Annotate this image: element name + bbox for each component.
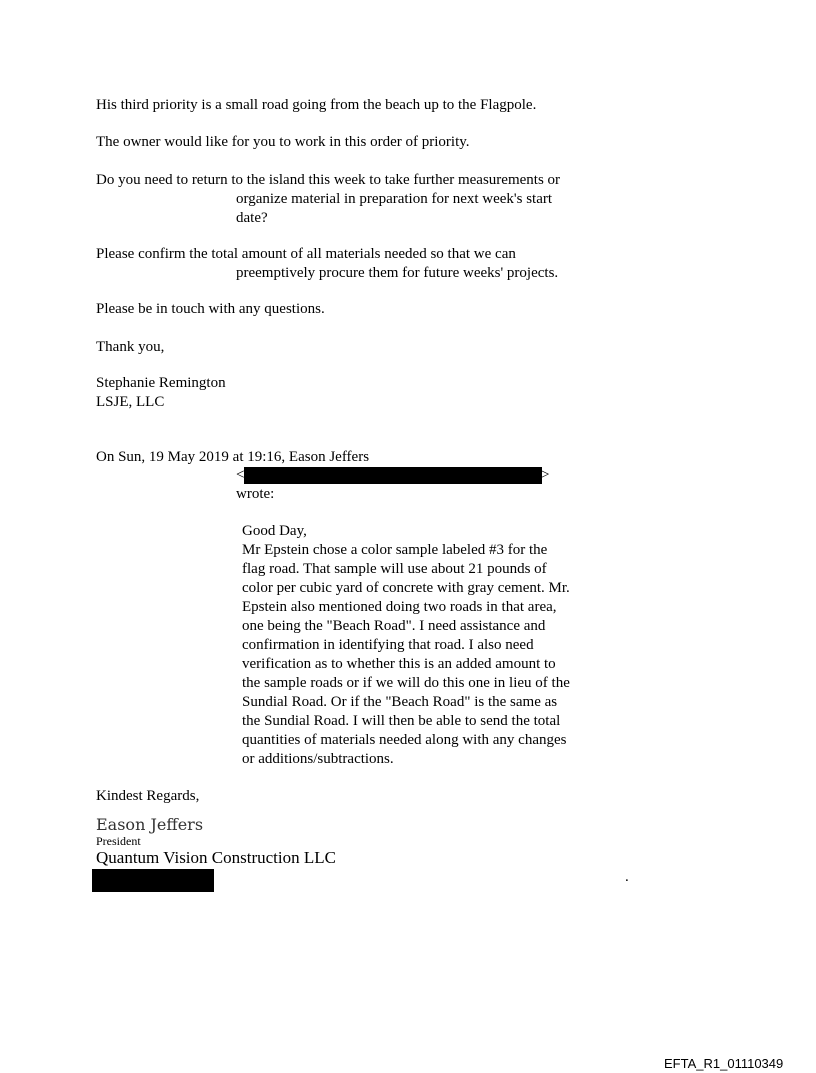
sender-name: Stephanie Remington — [96, 375, 226, 391]
quoted-body-line: flag road. That sample will use about 21 pounds of — [242, 561, 547, 577]
priority-line: His third priority is a small road going from the beach up to the Flagpole. — [96, 97, 537, 113]
question-line: Do you need to return to the island this week to take further measurements or — [96, 172, 561, 188]
quoted-body-line: or additions/subtractions. — [242, 751, 394, 767]
quoted-body-line: Epstein also mentioned doing two roads in that area, — [242, 599, 557, 615]
signature-title: President — [96, 834, 141, 848]
quoted-body-line: quantities of materials needed along with any changes — [242, 732, 567, 748]
quoted-body-line: color per cubic yard of concrete with gray cement. Mr. — [242, 580, 570, 596]
redaction-block — [92, 869, 214, 892]
quoted-body-line: the Sundial Road. I will then be able to send the total — [242, 713, 561, 729]
quoted-body-line: one being the "Beach Road". I need assistance and — [242, 618, 546, 634]
sender-company: LSJE, LLC — [96, 394, 165, 410]
thanks-line: Thank you, — [96, 339, 165, 355]
quoted-body-line: the sample roads or if we will do this one in lieu of the — [242, 675, 570, 691]
closing-regards: Kindest Regards, — [96, 788, 200, 804]
quoted-body-line: Mr Epstein chose a color sample labeled #3 for the — [242, 542, 548, 558]
question-line-end: date? — [236, 210, 268, 226]
email-bracket-close: > — [541, 467, 550, 483]
quoted-greeting: Good Day, — [242, 523, 307, 539]
redaction-block — [244, 467, 542, 484]
document-id: EFTA_R1_01110349 — [664, 1056, 784, 1071]
quoted-body-line: Sundial Road. Or if the "Beach Road" is the same as — [242, 694, 558, 710]
order-line: The owner would like for you to work in this order of priority. — [96, 134, 470, 150]
confirm-line-cont: preemptively procure them for future weeks' projects. — [236, 265, 559, 281]
quoted-header: On Sun, 19 May 2019 at 19:16, Eason Jeffers — [96, 449, 370, 465]
quoted-body-line: confirmation in identifying that road. I also need — [242, 637, 534, 653]
quoted-body-line: verification as to whether this is an added amount to — [242, 656, 556, 672]
confirm-line: Please confirm the total amount of all materials needed so that we can — [96, 246, 516, 262]
stray-mark: . — [625, 869, 629, 885]
signature-name: Eason Jeffers — [96, 815, 204, 834]
touch-line: Please be in touch with any questions. — [96, 301, 325, 317]
email-bracket-open: < — [236, 467, 245, 483]
signature-company: Quantum Vision Construction LLC — [96, 848, 336, 867]
question-line-cont: organize material in preparation for next week's start — [236, 191, 553, 207]
wrote-label: wrote: — [236, 486, 275, 502]
